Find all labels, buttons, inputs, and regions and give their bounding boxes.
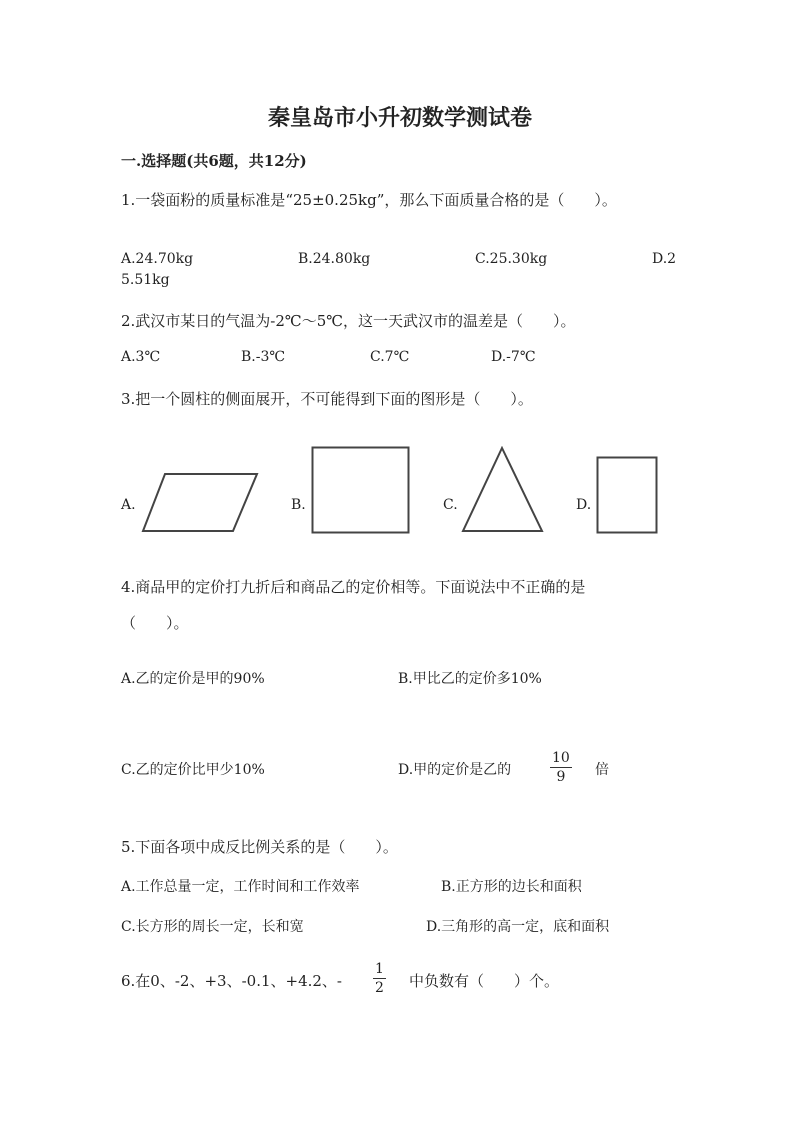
q2-option-b: B.-3℃ [241,349,286,365]
q5-option-d: D.三角形的高一定，底和面积 [426,919,610,935]
section-heading: 一.选择题(共6题，共12分) [121,152,307,170]
q1-option-b: B.24.80kg [298,251,371,267]
q5-option-c: C.长方形的周长一定，长和宽 [121,919,304,935]
square-shape [311,446,410,534]
q2-option-d: D.-7℃ [491,349,536,365]
q1-option-d-wrap: 5.51kg [121,272,170,288]
fraction-denominator: 2 [375,980,384,996]
q1-option-c: C.25.30kg [475,251,548,267]
q3-option-a: A. [121,497,136,513]
q3-option-c: C. [443,497,458,513]
parallelogram-shape [140,472,260,534]
q4-option-d: D.甲的定价是乙的 [398,762,512,778]
fraction-bar [373,978,386,979]
q4-option-c: C.乙的定价比甲少10% [121,762,265,778]
question-4-text: 4.商品甲的定价打九折后和商品乙的定价相等。下面说法中不正确的是 [121,578,586,596]
q5-option-a: A.工作总量一定，工作时间和工作效率 [121,879,360,895]
q1-option-a: A.24.70kg [121,251,194,267]
q2-option-a: A.3℃ [121,349,161,365]
q4-option-d-suffix: 倍 [595,762,609,778]
fraction-bar [550,767,572,768]
q4-option-a: A.乙的定价是甲的90% [121,671,265,687]
fraction-denominator: 9 [556,769,566,785]
question-6-text-after: 中负数有（ ）个。 [409,972,560,990]
q4-option-b: B.甲比乙的定价多10% [398,671,542,687]
fraction-numerator: 1 [375,961,384,977]
question-4-text-line-2: （ ）。 [121,614,189,632]
question-6-text: 6.在0、-2、+3、-0.1、+4.2、- [121,972,342,990]
q1-option-d: D.2 [652,251,677,267]
triangle-shape [460,446,545,534]
q6-fraction [373,962,386,995]
fraction-numerator: 10 [552,750,570,766]
rectangle-shape [596,456,658,534]
question-2-text: 2.武汉市某日的气温为-2℃～5℃，这一天武汉市的温差是（ ）。 [121,312,576,330]
question-3-text: 3.把一个圆柱的侧面展开，不可能得到下面的图形是（ ）。 [121,390,533,408]
q2-option-c: C.7℃ [370,349,410,365]
q3-option-b: B. [291,497,306,513]
question-5-text: 5.下面各项中成反比例关系的是（ ）。 [121,838,398,856]
question-1-text: 1.一袋面粉的质量标准是“25±0.25kg”，那么下面质量合格的是（ ）。 [121,191,617,209]
q4-option-d-fraction [550,751,572,784]
page-title: 秦皇岛市小升初数学测试卷 [267,105,532,131]
q5-option-b: B.正方形的边长和面积 [441,879,582,895]
q3-option-d: D. [576,497,592,513]
